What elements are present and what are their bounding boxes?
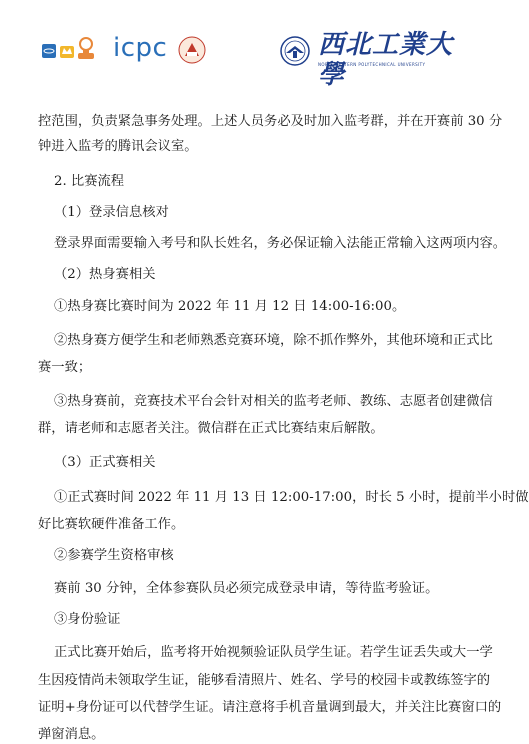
paragraph-line: ①正式赛时间 2022 年 11 月 13 日 12:00-17:00，时长 5 小时，提前半小时做 xyxy=(54,490,529,505)
paragraph-line: 弹窗消息。 xyxy=(38,727,105,742)
paragraph-line: ①热身赛比赛时间为 2022 年 11 月 12 日 14:00-16:00。 xyxy=(54,299,406,314)
nwpu-emblem-icon xyxy=(280,36,310,66)
subsection-heading: ②参赛学生资格审核 xyxy=(54,548,174,563)
paragraph-line: 赛一致； xyxy=(38,360,92,375)
subsection-heading: ③身份验证 xyxy=(54,612,121,627)
nwpu-building-icon xyxy=(178,36,206,64)
paragraph-line: 群，请老师和志愿者关注。微信群在正式比赛结束后解散。 xyxy=(38,421,384,436)
paragraph-line: 好比赛软硬件准备工作。 xyxy=(38,517,185,532)
paragraph-line: 控范围，负责紧急事务处理。上述人员务必及时加入监考群，并在开赛前 30 分 xyxy=(38,114,503,129)
paragraph-line: 赛前 30 分钟，全体参赛队员必须完成登录申请，等待监考验证。 xyxy=(54,581,439,596)
icpc-icon-strip xyxy=(40,34,108,62)
nwpu-name-en: NORTHWESTERN POLYTECHNICAL UNIVERSITY xyxy=(318,62,426,67)
icpc-wordmark: icpc xyxy=(113,33,168,63)
paragraph-line: 登录界面需要输入考号和队长姓名，务必保证输入法能正常输入这两项内容。 xyxy=(54,236,507,251)
paragraph-line: ③热身赛前，竞赛技术平台会针对相关的监考老师、教练、志愿者创建微信 xyxy=(54,394,493,409)
letterhead xyxy=(0,0,474,90)
atom-icon xyxy=(42,44,56,58)
section-heading: 2. 比赛流程 xyxy=(54,174,125,189)
subsection-heading: （3）正式赛相关 xyxy=(54,455,156,470)
paragraph-line: 钟进入监考的腾讯会议室。 xyxy=(38,139,198,154)
lightbulb-icon xyxy=(78,38,94,59)
nwpu-name-cn: 西北工業大學 xyxy=(318,30,454,90)
paragraph-line: 证明+身份证可以代替学生证。请注意将手机音量调到最大，并关注比赛窗口的 xyxy=(38,700,502,715)
paragraph-line: 生因疫情尚未领取学生证，能够看清照片、姓名、学号的校园卡或教练签字的 xyxy=(38,673,491,688)
paragraph-line: 正式比赛开始后，监考将开始视频验证队员学生证。若学生证丢失或大一学 xyxy=(54,645,493,660)
crown-icon xyxy=(60,46,74,58)
subsection-heading: （1）登录信息核对 xyxy=(54,205,169,220)
paragraph-line: ②热身赛方便学生和老师熟悉竞赛环境，除不抓作弊外，其他环境和正式比 xyxy=(54,333,493,348)
subsection-heading: （2）热身赛相关 xyxy=(54,267,156,282)
